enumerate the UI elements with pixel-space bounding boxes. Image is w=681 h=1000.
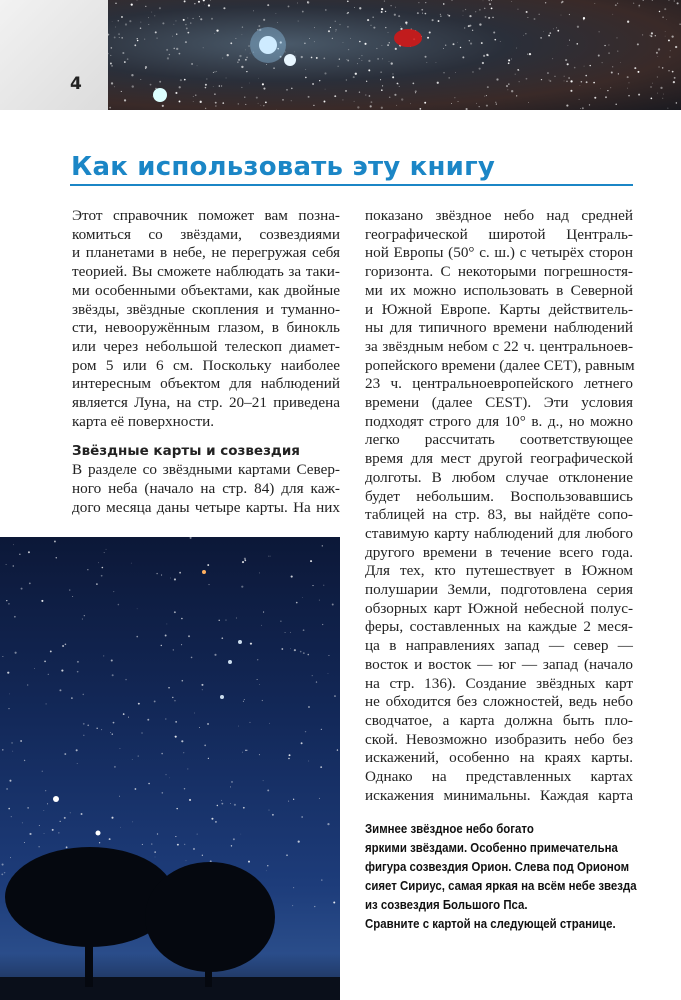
intro-paragraph <box>72 207 340 431</box>
caption-line: фигура созвездия Орион. Слева под Орионом <box>365 859 630 874</box>
text-line: ной Европы (50° с. ш.) с четырёх сторон <box>365 244 633 262</box>
text-line: искажений, особенно на краях карты. <box>365 749 633 767</box>
text-line: интересным объектом для наблюдений <box>72 375 340 393</box>
caption-line: сияет Сириус, самая яркая на всём небе звезда <box>365 878 637 893</box>
text-line: является Луна, на стр. 20–21 приведена <box>72 394 340 412</box>
page-number-area <box>0 0 108 110</box>
text-line: искажения минимальны. Каждая карта <box>365 786 633 804</box>
text-line: Для тех, кто путешествует в Южном <box>365 562 633 580</box>
text-line: полушарии Земли, подготовлена серия <box>365 581 633 599</box>
night-sky-trees-illustration <box>0 537 340 1000</box>
page-number: 4 <box>70 74 82 94</box>
text-line: ми их можно использовать в Северной <box>365 281 633 299</box>
text-line: ставимую карту наблюдений для любого <box>365 524 633 542</box>
caption-line: яркими звёздами. Особенно примечательна <box>365 840 618 855</box>
text-line: 23 ч. центральноевропейского летнего <box>365 375 633 393</box>
page-title: Как использовать эту книгу <box>71 152 496 182</box>
text-line: ного неба (начало на стр. 84) для каж- <box>72 480 340 498</box>
text-line: ца в направлениях запад — север — <box>365 637 633 655</box>
text-line: ми особенными объектами, как двойные <box>72 281 340 299</box>
text-line: ской. Невозможно изобразить небо без <box>365 730 633 748</box>
text-line: географической широтой Централь- <box>365 225 633 243</box>
text-line: сводчатое, а карта должна быть пло- <box>365 711 633 729</box>
text-line: В разделе со звёздными картами Север- <box>72 461 340 479</box>
text-line: восток и восток — юг — запад (начало <box>365 655 633 673</box>
text-line: ны для типичного времени наблюдений <box>365 319 633 337</box>
text-line: звёзды, звёздные скопления и туманно- <box>72 300 340 318</box>
section-paragraph-start <box>72 461 340 517</box>
text-line: будет небольшим. Воспользовавшись <box>365 487 633 505</box>
text-line: легко рассчитать соответствующее <box>365 431 633 449</box>
text-line: ропейского времени (далее CET), равным <box>365 356 635 374</box>
photo-caption <box>365 819 637 933</box>
text-line: или через небольшой телескоп диамет- <box>72 337 340 355</box>
text-line: сти, невооружённым глазом, в бинокль <box>72 319 340 337</box>
text-line: теорией. Вы сможете наблюдать за таки- <box>72 263 340 281</box>
text-line: феры, составленных на каждые 2 меся- <box>365 618 633 636</box>
caption-line: Сравните с картой на следующей странице. <box>365 916 616 931</box>
text-line: Однако на представленных картах <box>365 768 633 786</box>
orion-night-sky-photo <box>0 537 340 1000</box>
title-rule <box>70 184 633 186</box>
text-line: другого времени в течение всего года. <box>365 543 633 561</box>
text-line: Этот справочник поможет вам позна- <box>72 207 340 224</box>
right-column <box>365 207 633 806</box>
text-line: таблицей на стр. 83, вы найдёте сопо- <box>365 506 633 524</box>
text-line: на стр. 136). Создание звёздных карт <box>365 674 633 692</box>
caption-line: Зимнее звёздное небо богато <box>365 821 534 836</box>
text-line: карта её поверхности. <box>72 412 215 430</box>
text-line: горизонта. С некоторыми погрешностя- <box>365 263 633 281</box>
text-line: за звёздным небом с 22 ч. центральноев- <box>365 337 633 355</box>
section-heading: Звёздные карты и созвездия <box>72 443 300 460</box>
text-line: не обходится без сложностей, ведь небо <box>365 693 633 711</box>
text-line: подходят строго для 10° в. д., но можно <box>365 412 633 430</box>
text-line: и планетами в небе, не перегружая себя <box>72 244 340 262</box>
left-column <box>72 207 340 518</box>
text-line: долготы. В любом случае отклонение <box>365 468 633 486</box>
text-line: комиться со звёздами, созвездиями <box>72 225 340 243</box>
text-line: времени (далее CEST). Эти условия <box>365 394 633 412</box>
text-line: ром 5 или 6 см. Поскольку наиболее <box>72 356 340 374</box>
text-line: обзорных карт Южной небесной полус- <box>365 599 633 617</box>
text-line: дого месяца даны четыре карты. На них <box>72 498 340 516</box>
text-line: время для мест другой географической <box>365 450 633 468</box>
star-field-banner-image <box>108 0 681 110</box>
caption-line: из созвездия Большого Пса. <box>365 897 528 912</box>
text-line: и Южной Европе. Карты действитель- <box>365 300 633 318</box>
text-line: показано звёздное небо над средней <box>365 207 633 224</box>
